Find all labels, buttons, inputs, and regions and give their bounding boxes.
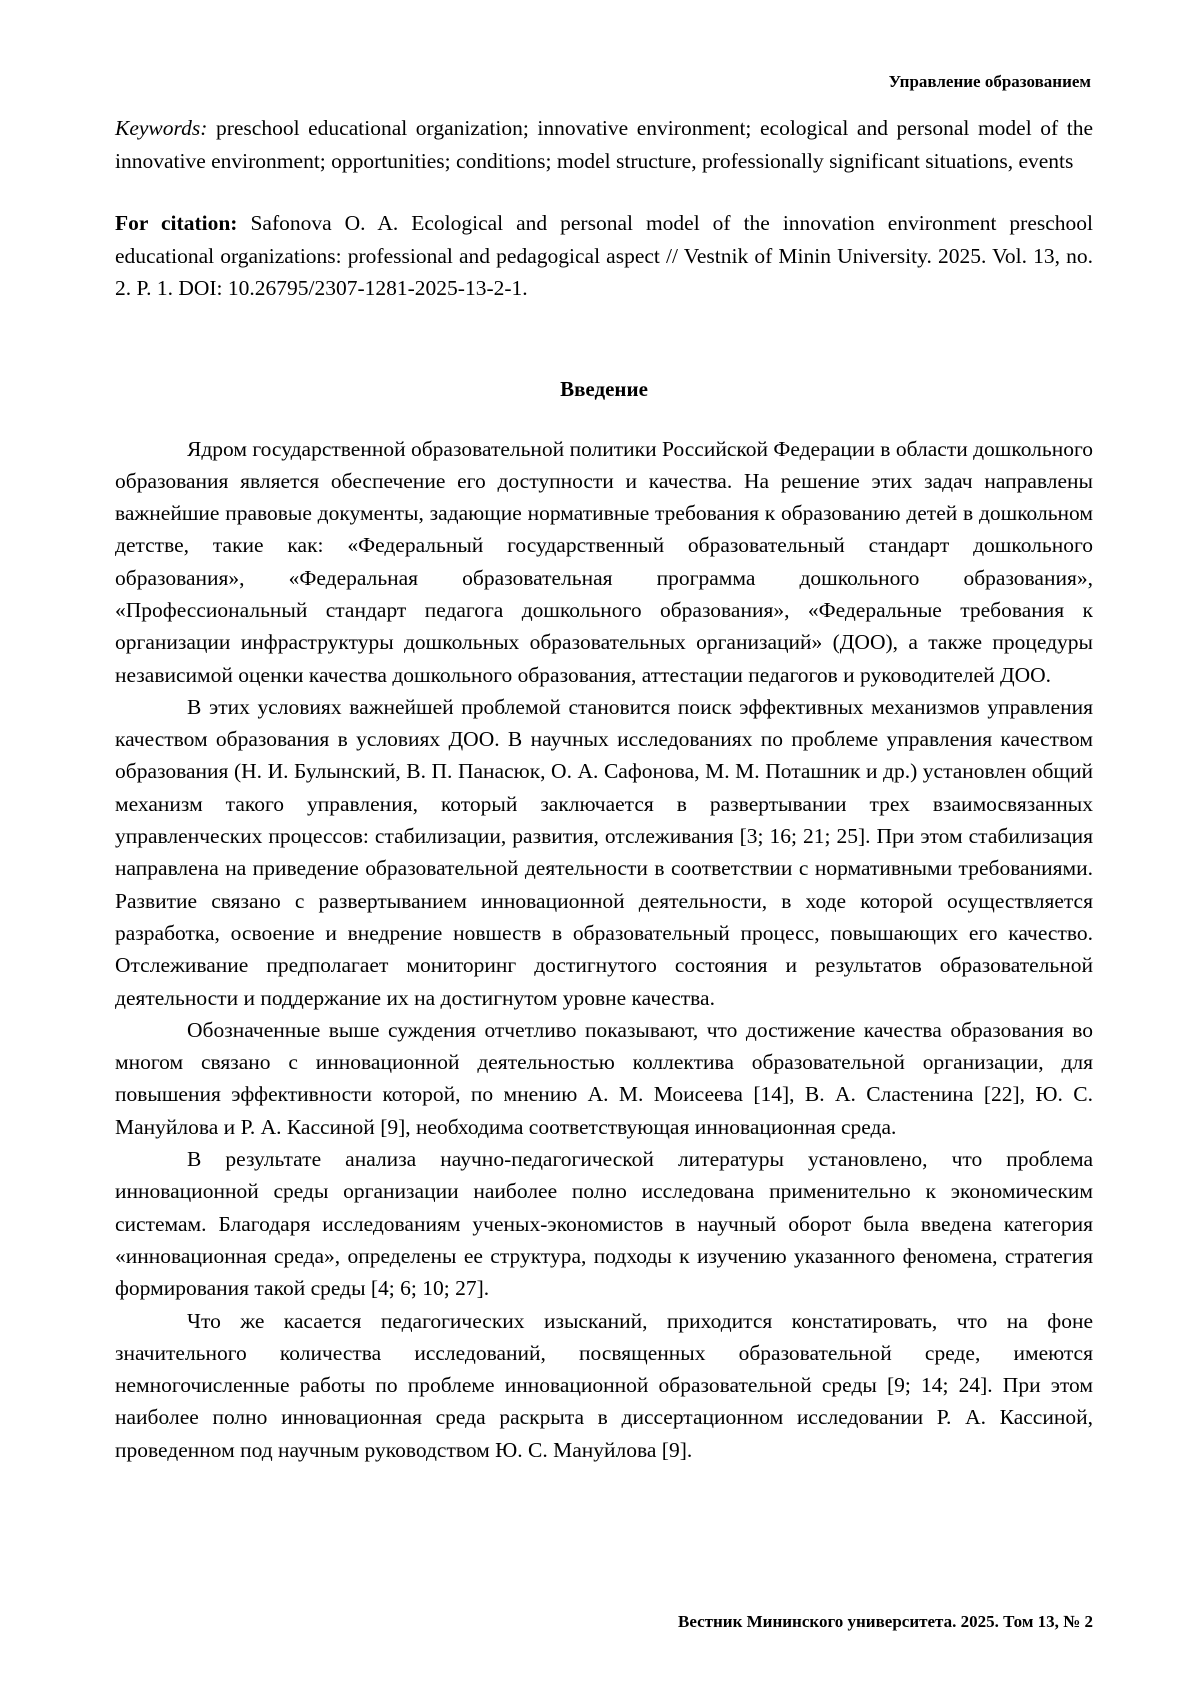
- section-title: Введение: [115, 373, 1093, 405]
- body-paragraph: В результате анализа научно-педагогической литературы установлено, что проблема инновационной среды организации наиболее полно исследована применительно к экономическим системам. Благодаря исследованиям ученых-экономистов в научный оборот была введена категория «инновационная среда», определены ее структура, подходы к изучению указанного феномена, стратегия формирования такой среды [4; 6; 10; 27].: [115, 1143, 1093, 1304]
- body-text: [115, 433, 1093, 1467]
- citation-block: [115, 207, 1093, 305]
- body-paragraph: Обозначенные выше суждения отчетливо показывают, что достижение качества образования во многом связано с инновационной деятельностью коллектива образовательной организации, для повышения эффективности которой, по мнению А. М. Моисеева [14], В. А. Сластенина [22], Ю. С. Мануйлова и Р. А. Кассиной [9], необходима соответствующая инновационная среда.: [115, 1014, 1093, 1143]
- paper-page: [0, 0, 1200, 1697]
- citation-text: Safonova O. A. Ecological and personal model of the innovation environment preschool educational organizations: professional and pedagogical aspect // Vestnik of Minin University. 2025. Vol. 13, no. 2. P. 1. DOI: 10.26795/2307-1281-2025-13-2-1.: [115, 211, 1093, 300]
- running-footer: Вестник Мининского университета. 2025. Том 13, № 2: [678, 1612, 1093, 1632]
- citation-label: For citation:: [115, 211, 237, 235]
- body-paragraph: В этих условиях важнейшей проблемой становится поиск эффективных механизмов управления качеством образования в условиях ДОО. В научных исследованиях по проблеме управления качеством образования (Н. И. Булынский, В. П. Панасюк, О. А. Сафонова, М. М. Поташник и др.) установлен общий механизм такого управления, который заключается в развертывании трех взаимосвязанных управленческих процессов: стабилизации, развития, отслеживания [3; 16; 21; 25]. При этом стабилизация направлена на приведение образовательной деятельности в соответствии с нормативными требованиями. Развитие связано с развертыванием инновационной деятельности, в ходе которой осуществляется разработка, освоение и внедрение новшеств в образовательный процесс, повышающих его качество. Отслеживание предполагает мониторинг достигнутого состояния и результатов образовательной деятельности и поддержание их на достигнутом уровне качества.: [115, 691, 1093, 1014]
- body-paragraph: Ядром государственной образовательной политики Российской Федерации в области дошкольного образования является обеспечение его доступности и качества. На решение этих задач направлены важнейшие правовые документы, задающие нормативные требования к образованию детей в дошкольном детстве, такие как: «Федеральный государственный образовательный стандарт дошкольного образования», «Федеральная образовательная программа дошкольного образования», «Профессиональный стандарт педагога дошкольного образования», «Федеральные требования к организации инфраструктуры дошкольных образовательных организаций» (ДОО), а также процедуры независимой оценки качества дошкольного образования, аттестации педагогов и руководителей ДОО.: [115, 433, 1093, 691]
- keywords-label: Keywords:: [115, 116, 207, 140]
- running-header: Управление образованием: [889, 72, 1091, 92]
- body-paragraph: Что же касается педагогических изысканий, приходится констатировать, что на фоне значительного количества исследований, посвященных образовательной среде, имеются немногочисленные работы по проблеме инновационной образовательной среды [9; 14; 24]. При этом наиболее полно инновационная среда раскрыта в диссертационном исследовании Р. А. Кассиной, проведенном под научным руководством Ю. С. Мануйлова [9].: [115, 1305, 1093, 1466]
- keywords-text: preschool educational organization; innovative environment; ecological and personal model of the innovative environment; opportunities; conditions; model structure, professionally significant situations, events: [115, 116, 1093, 173]
- page-content: [115, 112, 1093, 1466]
- keywords-block: [115, 112, 1093, 177]
